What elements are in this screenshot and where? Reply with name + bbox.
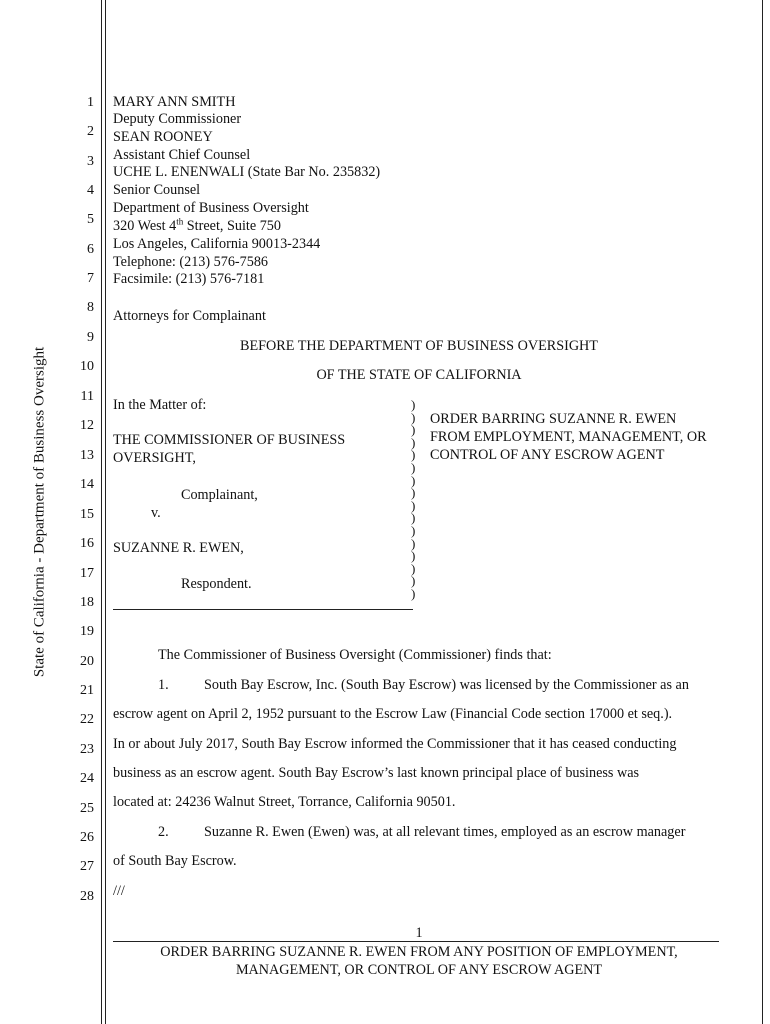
counsel-title-1: Deputy Commissioner (113, 111, 242, 127)
respondent-name: SUZANNE R. EWEN, (113, 540, 244, 556)
left-margin-rule-inner (105, 0, 106, 1024)
line-number: 22 (80, 712, 94, 727)
line-number: 25 (80, 801, 94, 816)
line-number: 10 (80, 359, 94, 374)
line-number: 1 (87, 95, 94, 110)
line-number: 27 (80, 859, 94, 874)
caption-rule (113, 609, 413, 610)
counsel-title-2: Assistant Chief Counsel (113, 147, 251, 163)
footer-title-1: ORDER BARRING SUZANNE R. EWEN FROM ANY POSITION OF EMPLOYMENT, (160, 944, 678, 960)
line-number: 12 (80, 418, 94, 433)
complainant-name-2: OVERSIGHT, (113, 450, 196, 466)
respondent-label: Respondent. (181, 576, 252, 592)
in-the-matter: In the Matter of: (113, 397, 207, 413)
side-label: State of California - Department of Business Oversight (31, 346, 48, 678)
order-title-2: FROM EMPLOYMENT, MANAGEMENT, OR (430, 429, 707, 445)
line-number: 26 (80, 830, 94, 845)
line-number: 15 (80, 507, 94, 522)
attorneys-for: Attorneys for Complainant (113, 308, 266, 324)
footer-rule (113, 941, 719, 942)
order-title-3: CONTROL OF ANY ESCROW AGENT (430, 447, 665, 463)
line-number: 17 (80, 566, 94, 581)
line-number: 6 (87, 242, 94, 257)
city-address: Los Angeles, California 90013-2344 (113, 236, 321, 252)
paragraph-1-line-2: escrow agent on April 2, 1952 pursuant to the Escrow Law (Financial Code section 17000 et seq.). (113, 706, 673, 722)
paragraph-2-line-1: Suzanne R. Ewen (Ewen) was, at all relevant times, employed as an escrow manager (204, 824, 686, 840)
versus: v. (151, 505, 161, 521)
findings-intro: The Commissioner of Business Oversight (Commissioner) finds that: (158, 647, 552, 663)
line-number: 23 (80, 742, 94, 757)
line-number: 14 (80, 477, 94, 492)
line-number: 16 (80, 536, 94, 551)
caption-parentheses: ) ) ) ) ) ) ) ) ) ) ) ) ) ) ) ) (411, 397, 416, 601)
line-number: 19 (80, 624, 94, 639)
complainant-name-1: THE COMMISSIONER OF BUSINESS (113, 432, 346, 448)
left-margin-rule-outer (101, 0, 102, 1024)
counsel-title-3: Senior Counsel (113, 182, 201, 198)
line-number: 7 (87, 271, 94, 286)
complainant-label: Complainant, (181, 487, 258, 503)
footer-title-2: MANAGEMENT, OR CONTROL OF ANY ESCROW AGENT (235, 962, 603, 978)
street-address-pre: 320 West 4 (113, 218, 177, 234)
heading-line-2: OF THE STATE OF CALIFORNIA (316, 367, 522, 383)
department-name: Department of Business Oversight (113, 200, 309, 216)
telephone: Telephone: (213) 576-7586 (113, 254, 269, 270)
paragraph-1-line-4: business as an escrow agent. South Bay Escrow’s last known principal place of business was (113, 765, 640, 781)
street-address-post: Street, Suite 750 (183, 218, 281, 234)
line-number: 21 (80, 683, 94, 698)
paragraph-1-number: 1. (158, 677, 169, 693)
line-number: 8 (87, 300, 94, 315)
counsel-name-3: UCHE L. ENENWALI (State Bar No. 235832) (113, 164, 381, 180)
line-number: 11 (80, 389, 94, 404)
line-number: 20 (80, 654, 94, 669)
street-address-sup: th (176, 216, 184, 227)
line-number: 9 (87, 330, 94, 345)
right-margin-rule (762, 0, 763, 1024)
line-number: 5 (87, 212, 94, 227)
counsel-name-2: SEAN ROONEY (113, 129, 213, 145)
continuation-mark: /// (113, 883, 125, 899)
paragraph-2-line-2: of South Bay Escrow. (113, 853, 237, 869)
order-title-1: ORDER BARRING SUZANNE R. EWEN (430, 411, 677, 427)
page-number: 1 (415, 925, 423, 941)
paragraph-1-line-1: South Bay Escrow, Inc. (South Bay Escrow) was licensed by the Commissioner as an (204, 677, 689, 693)
counsel-name-1: MARY ANN SMITH (113, 94, 236, 110)
paragraph-2-number: 2. (158, 824, 169, 840)
line-number: 2 (87, 124, 94, 139)
line-number: 28 (80, 889, 94, 904)
line-number: 18 (80, 595, 94, 610)
paragraph-1-line-5: located at: 24236 Walnut Street, Torrance, California 90501. (113, 794, 456, 810)
line-number: 13 (80, 448, 94, 463)
heading-line-1: BEFORE THE DEPARTMENT OF BUSINESS OVERSIGHT (240, 338, 598, 354)
line-number: 24 (80, 771, 94, 786)
line-number: 4 (87, 183, 94, 198)
facsimile: Facsimile: (213) 576-7181 (113, 271, 265, 287)
street-address (113, 218, 281, 235)
line-number: 3 (87, 154, 94, 169)
paragraph-1-line-3: In or about July 2017, South Bay Escrow informed the Commissioner that it has ceased conducting (113, 736, 677, 752)
